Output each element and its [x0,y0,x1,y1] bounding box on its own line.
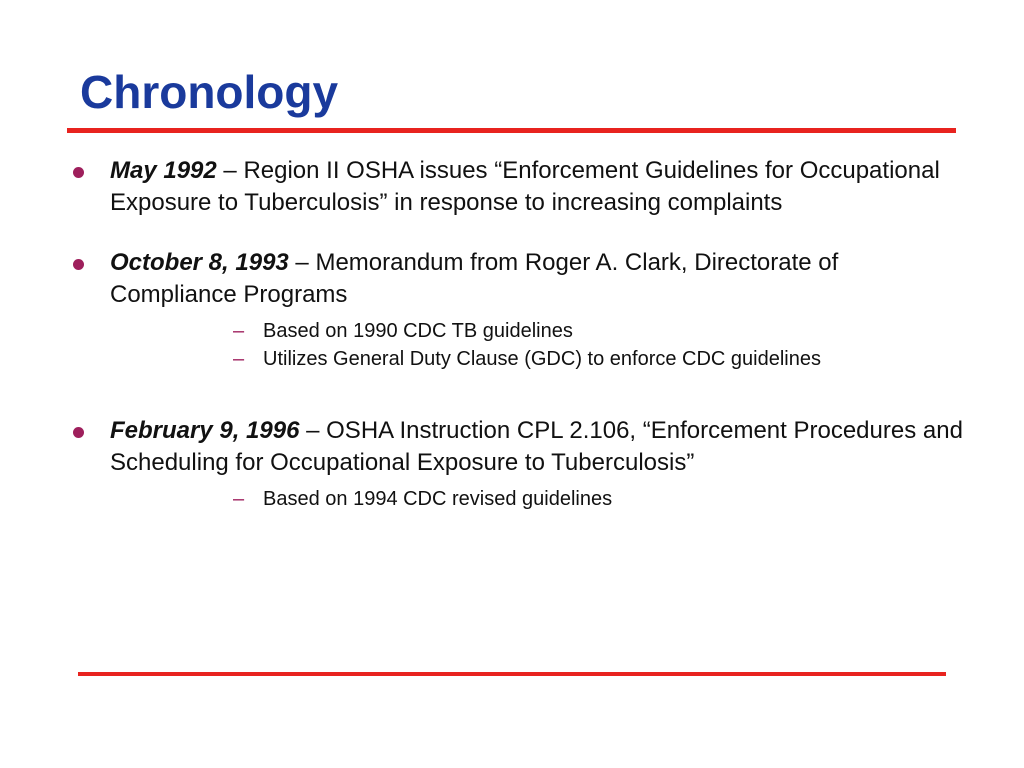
bullet-separator: – [216,157,244,184]
sub-bullet-item [110,317,964,345]
sub-bullet-text: Based on 1990 CDC TB guidelines [263,320,573,342]
bullet-date: February 9, 1996 [110,417,300,444]
sub-bullet-item [110,345,964,373]
bullet-item-october-1993 [0,247,1024,373]
footer-rule [78,672,946,676]
title-underline-rule [67,128,956,133]
bullet-text: Region II OSHA issues “Enforcement Guidelines for Occupational Exposure to Tuberculosis” in response to increasing complaints [110,157,940,216]
bullet-separator: – [288,249,316,276]
bullet-date: May 1992 [110,157,217,184]
dash-bullet-icon: – [233,348,245,370]
bullet-dot-icon [73,167,84,178]
bullet-dot-icon [73,427,84,438]
dash-bullet-icon: – [233,488,245,510]
slide-title: Chronology [80,66,339,118]
sub-bullet-item [110,485,964,513]
bullet-list [0,155,1024,513]
sub-bullet-text: Based on 1994 CDC revised guidelines [263,488,613,510]
sub-bullet-text: Utilizes General Duty Clause (GDC) to enforce CDC guidelines [263,348,821,370]
bullet-dot-icon [73,259,84,270]
bullet-text: Memorandum from Roger A. Clark, Directorate of Compliance Programs [110,249,839,308]
dash-bullet-icon: – [233,320,245,342]
bullet-text: OSHA Instruction CPL 2.106, “Enforcement Procedures and Scheduling for Occupational Exposure to Tuberculosis” [110,417,963,476]
bullet-date: October 8, 1993 [110,249,289,276]
sub-bullet-list [110,317,964,373]
bullet-item-february-1996 [0,415,1024,513]
bullet-separator: – [299,417,327,444]
bullet-item-may-1992 [0,155,1024,219]
sub-bullet-list [110,485,964,513]
